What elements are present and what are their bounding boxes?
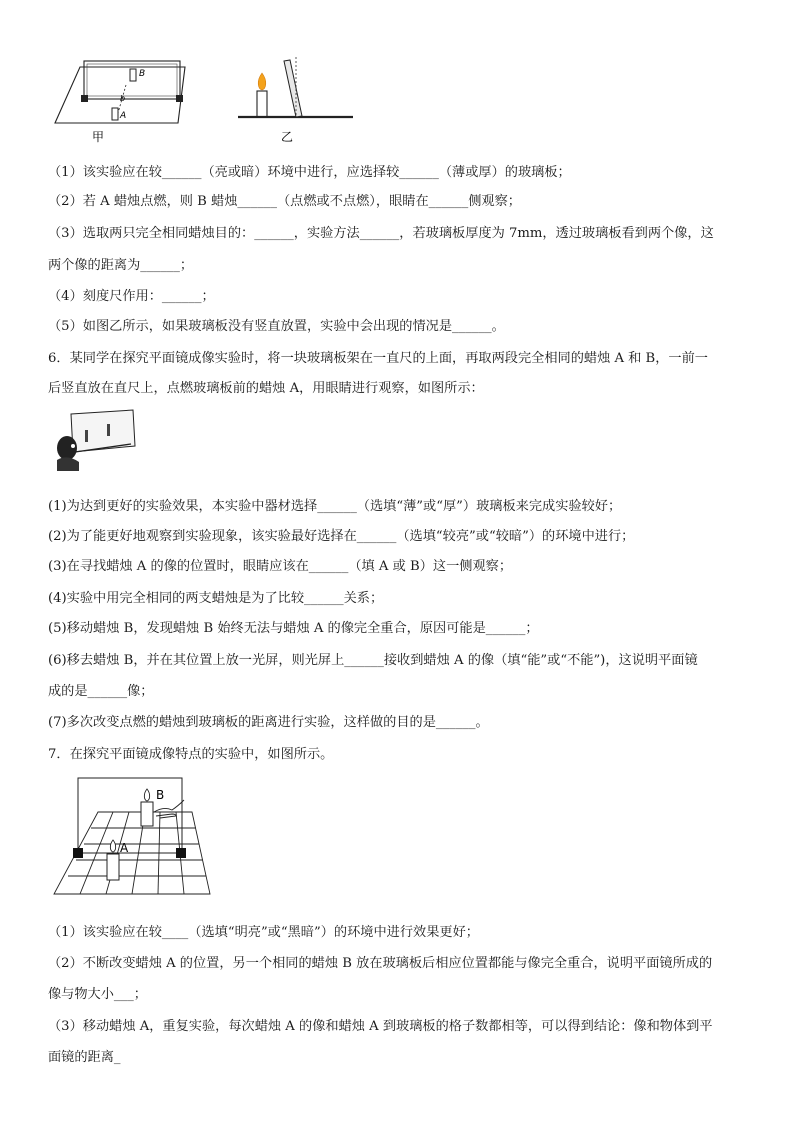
eye-icon [71,444,75,448]
tilted-glass [284,60,302,117]
glass-board [71,410,135,452]
fig1-label-d: b [120,94,126,103]
observer-body [57,457,79,471]
flame-b-icon [144,789,149,801]
fig1-label-jia: 甲 [92,130,105,144]
q6-part-1: (1)为达到更好的实验效果，本实验中器材选择______（选填“薄”或“厚”）玻璃板来完成实验较好； [48,499,622,514]
q6-part-6a: (6)移去蜡烛 B，并在其位置上放一光屏，则光屏上______接收到蜡烛 A 的像（填“能”或“不能”)，这说明平面镜 [48,653,698,668]
q7-part-2b: 像与物大小___； [48,987,147,1002]
q5-part-1: （1）该实验应在较______（亮或暗）环境中进行，应选择较______（薄或厚）的玻璃板； [48,165,571,180]
candle-a [112,108,118,120]
q5-part-2: （2）若 A 蜡烛点燃，则 B 蜡烛______（点燃或不点燃），眼睛在______侧观察； [48,194,521,209]
q5-part-3b: 两个像的距离为______； [48,258,194,273]
q6-stem-2: 后竖直放在直尺上，点燃玻璃板前的蜡烛 A，用眼睛进行观察，如图所示： [48,381,484,396]
q6-part-4: (4)实验中用完全相同的两支蜡烛是为了比较______关系； [48,591,384,606]
clamp-right [176,95,183,102]
candle-b-3 [141,802,153,826]
figure-1-svg [50,55,360,150]
candle-b [130,69,136,81]
observer-head [57,436,77,460]
figure-1-jia-yi [50,55,360,150]
flame-icon [258,73,266,90]
fig3-label-a: A [120,841,129,855]
q7-part-3b: 面镜的距离_ [48,1050,121,1065]
figure-3-grid [50,772,220,900]
glass-board-3 [78,778,182,853]
clamp-left [81,95,88,102]
q5-part-4: （4）刻度尺作用：______； [48,289,215,304]
fig1-label-yi: 乙 [281,130,294,144]
fig1-label-b: B [139,69,146,79]
figure-2-observer [55,408,140,473]
q7-stem: 7．在探究平面镜成像特点的实验中，如图所示。 [48,747,334,762]
candle-back [107,424,110,436]
figure-2-svg [55,408,140,473]
q6-stem-1: 6．某同学在探究平面镜成像实验时，将一块玻璃板架在一直尺的上面，再取两段完全相同的蜡烛 A 和 B，一前一 [48,351,708,366]
candle-front [85,430,88,442]
q6-part-3: (3)在寻找蜡烛 A 的像的位置时，眼睛应该在______（填 A 或 B）这一侧观察； [48,559,513,574]
figure-3-svg [50,772,220,900]
q7-part-2a: （2）不断改变蜡烛 A 的位置，另一个相同的蜡烛 B 放在玻璃板后相应位置都能与像完全重合，说明平面镜所成的 [48,956,713,971]
q6-part-6b: 成的是______像； [48,684,154,699]
clamp-right-3 [176,848,186,858]
hand-icon [154,800,184,818]
q7-part-3a: （3）移动蜡烛 A，重复实验，每次蜡烛 A 的像和蜡烛 A 到玻璃板的格子数都相等，可以得到结论：像和物体到平 [48,1019,713,1034]
q7-part-1: （1）该实验应在较____（选填“明亮”或“黑暗”）的环境中进行效果更好； [48,925,479,940]
clamp-left-3 [73,848,83,858]
candle-a-3 [107,854,119,880]
q5-part-3a: （3）选取两只完全相同蜡烛目的：______，实验方法______，若玻璃板厚度为 7mm，透过玻璃板看到两个像，这 [48,226,714,241]
fig1-label-a: A [120,111,127,121]
q6-part-7: (7)多次改变点燃的蜡烛到玻璃板的距离进行实验，这样做的目的是______。 [48,715,489,730]
flame-a-icon [110,840,115,852]
fig3-label-b: B [156,788,165,802]
candle-yi [257,91,267,117]
q5-part-5: （5）如图乙所示，如果玻璃板没有竖直放置，实验中会出现的情况是______。 [48,319,505,334]
q6-part-2: (2)为了能更好地观察到实验现象，该实验最好选择在______（选填“较亮”或“较暗”）的环境中进行； [48,529,635,544]
q6-part-5: (5)移动蜡烛 B，发现蜡烛 B 始终无法与蜡烛 A 的像完全重合，原因可能是______； [48,621,539,636]
